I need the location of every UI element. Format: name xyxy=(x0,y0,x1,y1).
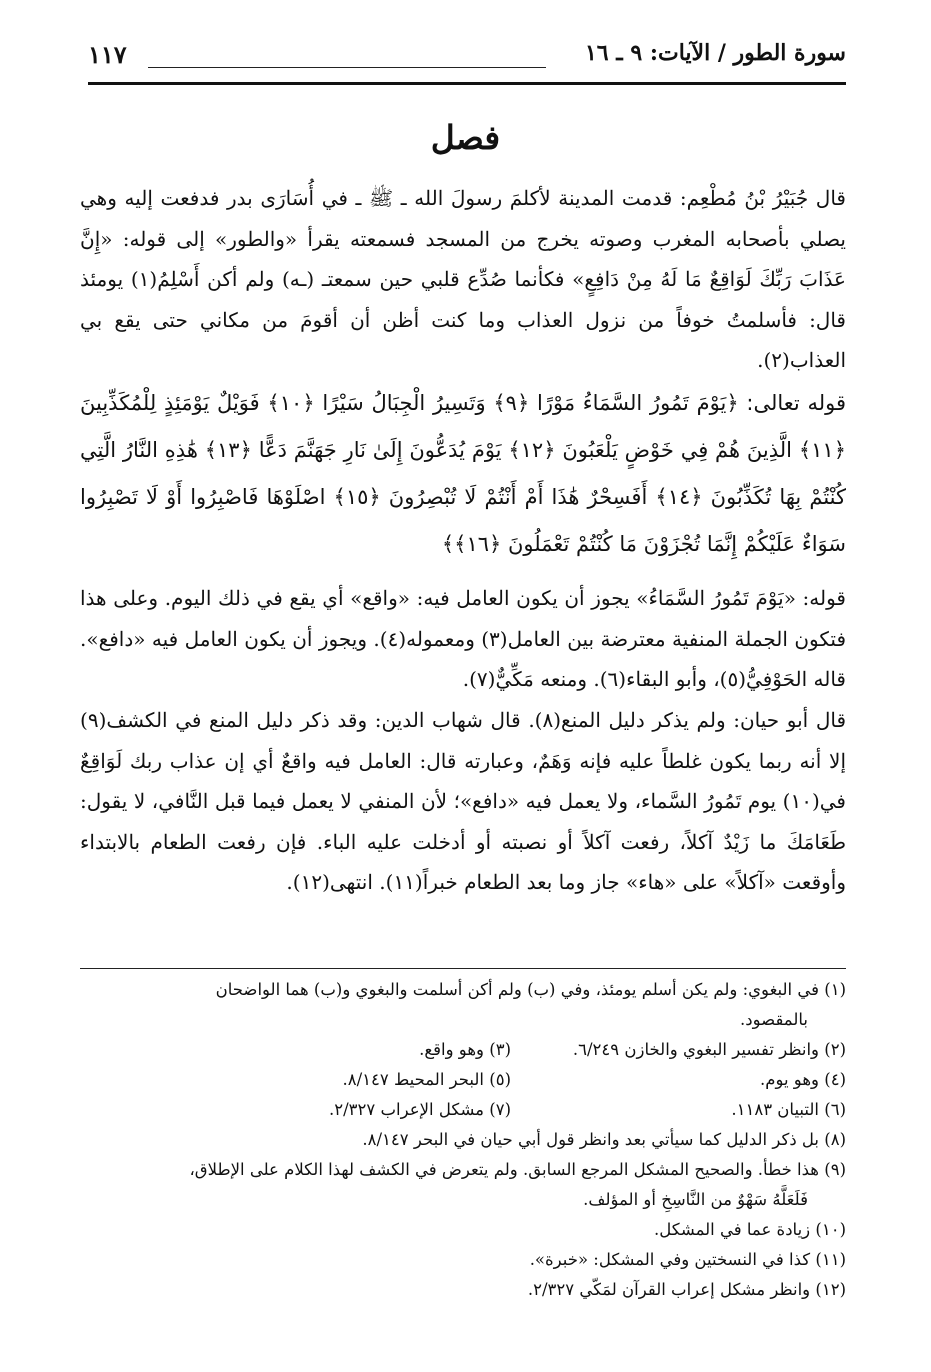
footnote-row xyxy=(80,1065,846,1095)
paragraph-commentary: قوله: «يَوْمَ تَمُورُ السَّمَاءُ» يجوز أن يكون العامل فيه: «واقع» أي يقع في ذلك اليوم. وعلى هذا فتكون الجملة المنفية معترضة بين العامل(٣) ومعموله(٤). ويجوز أن يكون العامل فيه «دافع». قاله الحَوْفِيُّ(٥)، وأبو البقاء(٦). ومنعه مَكِّيٌّ(٧). xyxy=(80,586,847,691)
footnote-7: (٧) مشكل الإعراب ٢/٣٢٧. xyxy=(329,1100,511,1119)
footnote-6: (٦) التبيان ١١٨٣. xyxy=(731,1100,846,1119)
footnote-9-continued: فَلَعَلَّهُ سَهْوٌ من النَّاسِخِ أو المؤلف. xyxy=(583,1190,808,1209)
footnote-4: (٤) وهو يوم. xyxy=(759,1070,846,1089)
footnote-9: (٩) هذا خطأ. والصحيح المشكل المرجع السابق. ولم يتعرض في الكشف لهذا الكلام على الإطلاق، xyxy=(189,1160,846,1179)
page-header xyxy=(88,38,846,84)
footnote-1-continued: بالمقصود. xyxy=(740,1010,808,1029)
footnote-11: (١١) كذا في النسختين وفي المشكل: «خبرة». xyxy=(529,1250,846,1269)
header-rule xyxy=(88,82,846,85)
footnote-3: (٣) وهو واقع. xyxy=(419,1040,511,1059)
footnote-divider xyxy=(80,968,846,969)
footnote-2: (٢) وانظر تفسير البغوي والخازن ٦/٢٤٩. xyxy=(572,1040,846,1059)
paragraph-quran-verses: قوله تعالى: ﴿يَوْمَ تَمُورُ السَّمَاءُ مَوْرًا ﴿٩﴾ وَتَسِيرُ الْجِبَالُ سَيْرًا ﴿١٠﴾ فَوَيْلٌ يَوْمَئِذٍ لِلْمُكَذِّبِينَ ﴿١١﴾ الَّذِينَ هُمْ فِي خَوْضٍ يَلْعَبُونَ ﴿١٢﴾ يَوْمَ يُدَعُّونَ إِلَىٰ نَارِ جَهَنَّمَ دَعًّا ﴿١٣﴾ هَٰذِهِ النَّارُ الَّتِي كُنْتُمْ بِهَا تُكَذِّبُونَ ﴿١٤﴾ أَفَسِحْرٌ هَٰذَا أَمْ أَنْتُمْ لَا تُبْصِرُونَ ﴿١٥﴾ اصْلَوْهَا فَاصْبِرُوا أَوْ لَا تَصْبِرُوا سَوَاءٌ عَلَيْكُمْ إِنَّمَا تُجْزَوْنَ مَا كُنْتُمْ تَعْمَلُونَ ﴿١٦﴾﴾ xyxy=(80,391,847,556)
paragraph-abu-hayyan: قال أبو حيان: ولم يذكر دليل المنع(٨). قال شهاب الدين: وقد ذكر دليل المنع في الكشف(٩) إلا أنه ربما يكون غلطاً عليه فإنه وَهَمٌ، وعبارته قال: العامل فيه واقعٌ أي إن عذاب ربك لَوَاقِعٌ في(١٠) يوم تَمُورُ السَّماء، ولا يعمل فيه «دافع»؛ لأن المنفي لا يعمل فيما قبل النَّافي، لا يقول: طَعَامَكَ ما زَيْدٌ آكلاً، رفعت آكلاً أو نصبته أو أدخلت عليه الباء. فإن رفعت الطعام بالابتداء وأوقعت «آكلاً» على «هاء» جاز وما بعد الطعام خبراً(١١). انتهى(١٢). xyxy=(80,708,846,894)
header-leader-line xyxy=(148,67,546,68)
footnotes xyxy=(80,975,846,1305)
footnote-row xyxy=(80,1035,846,1065)
page-number: ١١٧ xyxy=(88,40,127,69)
footnote-row xyxy=(80,1095,846,1125)
paragraph-hadith: قال جُبَيْرُ بْنُ مُطْعِم: قدمت المدينة لأكلمَ رسولَ الله ـ ﷺ ـ في أُسَارَى بدر فدفعت إليه وهي يصلي بأصحابه المغرب وصوته يخرج من المسجد فسمعته يقرأ «والطور» إلى قوله: «إِنَّ عَذَابَ رَبِّكَ لَوَاقِعٌ مَا لَهُ مِنْ دَافِعٍ» فكأنما صُدِّع قلبي حين سمعتـ (ـه) ولم أكن أَسْلِمُ(١) يومئذ قال: فأسلمتُ خوفاً من نزول العذاب وما كنت أظن أن أقومَ من مكاني حتى يقع بي العذاب(٢). xyxy=(80,186,846,372)
footnote-5: (٥) البحر المحيط ٨/١٤٧. xyxy=(342,1070,511,1089)
running-head: سورة الطور / الآيات: ٩ ـ ١٦ xyxy=(584,40,846,66)
section-heading: فصل xyxy=(430,118,501,157)
footnote-12: (١٢) وانظر مشكل إعراب القرآن لمَكّي ٢/٣٢٧. xyxy=(527,1280,846,1299)
footnote-8: (٨) بل ذكر الدليل كما سيأتي بعد وانظر قول أبي حيان في البحر ٨/١٤٧. xyxy=(362,1130,846,1149)
footnote-1: (١) في البغوي: ولم يكن أسلم يومئذ، وفي (ب) ولم أكن أسلمت والبغوي و(ب) هما الواضحان xyxy=(215,980,846,999)
footnote-10: (١٠) زيادة عما في المشكل. xyxy=(654,1220,846,1239)
